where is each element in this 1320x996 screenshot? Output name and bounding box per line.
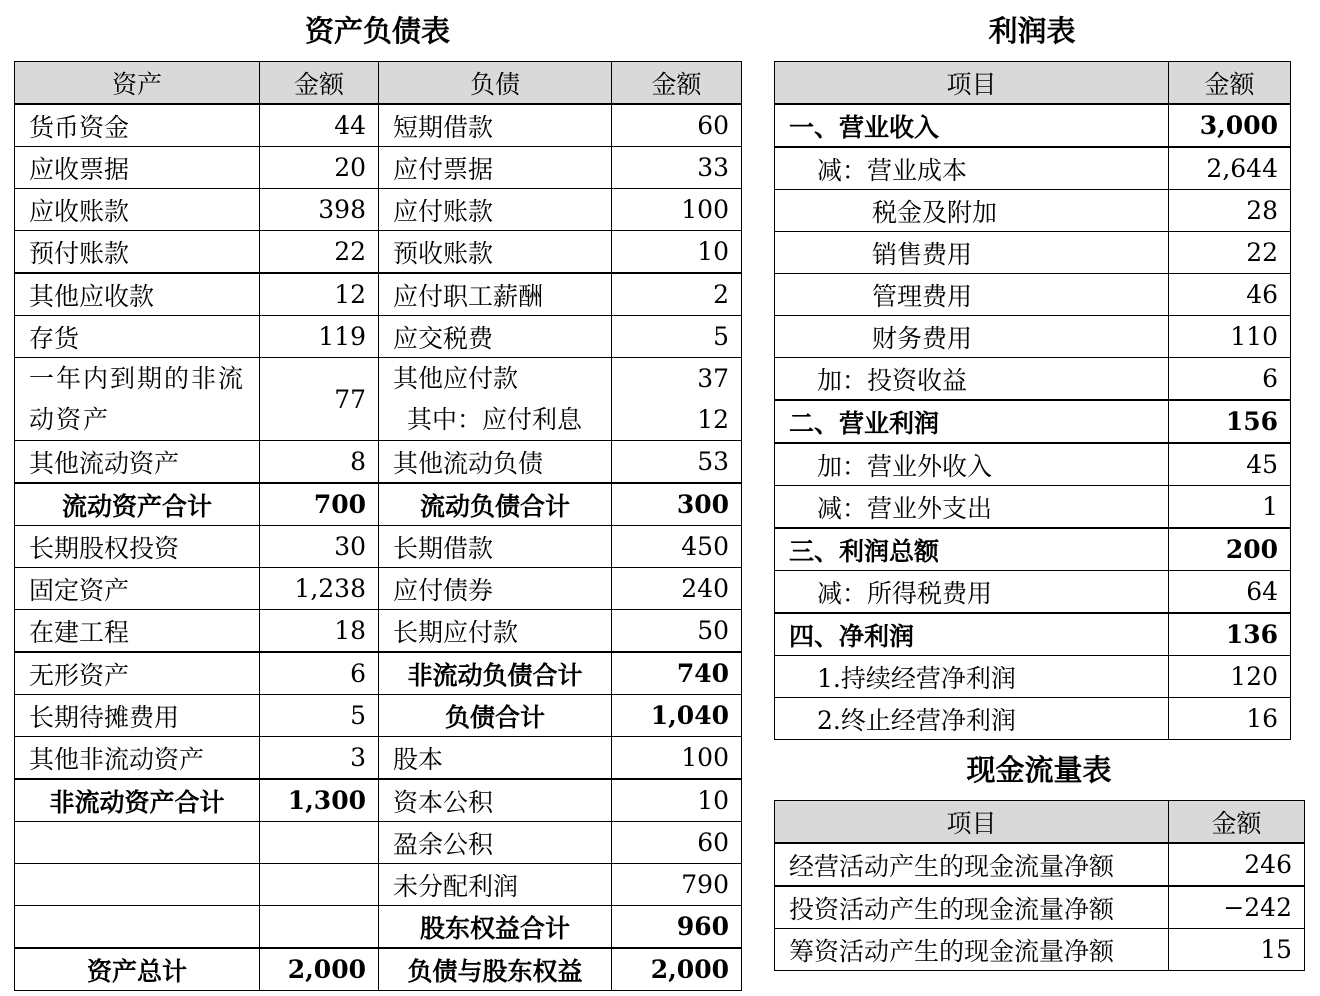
table-row xyxy=(775,190,1291,232)
liability-amount: 300 xyxy=(612,483,742,526)
item-label: 2.终止经营净利润 xyxy=(775,698,1169,740)
liability-label: 负债与股东权益 xyxy=(379,948,612,991)
liability-amount: 960 xyxy=(612,906,742,949)
asset-amount: 8 xyxy=(260,441,379,484)
liability-label: 预收账款 xyxy=(379,231,612,274)
item-amount: 22 xyxy=(1169,232,1291,274)
item-amount: 45 xyxy=(1169,443,1291,486)
liability-amount: 5 xyxy=(612,316,742,358)
table-row xyxy=(15,737,742,780)
table-row xyxy=(15,695,742,737)
asset-amount: 5 xyxy=(260,695,379,737)
income-statement-header xyxy=(775,62,1291,105)
asset-label: 应收票据 xyxy=(15,147,260,189)
table-row xyxy=(15,358,742,441)
table-row xyxy=(15,652,742,695)
table-row xyxy=(15,864,742,906)
table-row xyxy=(775,316,1291,358)
liability-amount: 100 xyxy=(612,737,742,780)
liability-label xyxy=(379,358,612,441)
asset-amount: 2,000 xyxy=(260,948,379,991)
item-label: 减：营业成本 xyxy=(775,147,1169,190)
header-amount: 金额 xyxy=(1169,801,1305,844)
cash-flow-title: 现金流量表 xyxy=(966,753,1112,787)
asset-label: 其他应收款 xyxy=(15,273,260,316)
item-amount: 6 xyxy=(1169,358,1291,401)
asset-amount: 20 xyxy=(260,147,379,189)
item-label: 二、营业利润 xyxy=(775,400,1169,443)
asset-label: 预付账款 xyxy=(15,231,260,274)
asset-label: 长期待摊费用 xyxy=(15,695,260,737)
liability-label: 应付票据 xyxy=(379,147,612,189)
item-amount: 28 xyxy=(1169,190,1291,232)
liability-label: 其他流动负债 xyxy=(379,441,612,484)
item-amount: 1 xyxy=(1169,486,1291,529)
item-label: 加：投资收益 xyxy=(775,358,1169,401)
asset-label: 长期股权投资 xyxy=(15,526,260,568)
header-amount: 金额 xyxy=(1169,62,1291,105)
item-amount: 246 xyxy=(1169,843,1305,886)
table-row xyxy=(15,906,742,949)
liability-label: 流动负债合计 xyxy=(379,483,612,526)
liability-amount: 2 xyxy=(612,273,742,316)
table-row xyxy=(775,613,1291,656)
table-row xyxy=(775,358,1291,401)
asset-label xyxy=(15,864,260,906)
liability-label: 负债合计 xyxy=(379,695,612,737)
item-label: 一、营业收入 xyxy=(775,104,1169,147)
table-row xyxy=(15,483,742,526)
liability-label: 应交税费 xyxy=(379,316,612,358)
income-statement-table xyxy=(774,61,1291,740)
asset-amount: 22 xyxy=(260,231,379,274)
asset-amount: 119 xyxy=(260,316,379,358)
liability-label: 股东权益合计 xyxy=(379,906,612,949)
item-amount: −242 xyxy=(1169,886,1305,929)
asset-label: 流动资产合计 xyxy=(15,483,260,526)
item-amount: 3,000 xyxy=(1169,104,1291,147)
liability-amount: 240 xyxy=(612,568,742,610)
item-amount: 110 xyxy=(1169,316,1291,358)
table-row xyxy=(775,571,1291,614)
table-row xyxy=(15,568,742,610)
table-row xyxy=(15,104,742,147)
liability-amount: 60 xyxy=(612,104,742,147)
table-row xyxy=(15,441,742,484)
asset-label xyxy=(15,906,260,949)
item-label: 管理费用 xyxy=(775,274,1169,316)
asset-amount: 1,300 xyxy=(260,779,379,822)
liability-amount: 450 xyxy=(612,526,742,568)
liability-label: 股本 xyxy=(379,737,612,780)
asset-amount: 30 xyxy=(260,526,379,568)
asset-amount: 1,238 xyxy=(260,568,379,610)
table-row xyxy=(15,147,742,189)
item-amount: 200 xyxy=(1169,528,1291,571)
asset-label xyxy=(15,822,260,864)
liability-label: 资本公积 xyxy=(379,779,612,822)
liability-amount: 53 xyxy=(612,441,742,484)
liability-amount: 10 xyxy=(612,779,742,822)
asset-label: 其他非流动资产 xyxy=(15,737,260,780)
item-amount: 16 xyxy=(1169,698,1291,740)
liability-amount: 100 xyxy=(612,189,742,231)
item-amount: 64 xyxy=(1169,571,1291,614)
table-row xyxy=(775,274,1291,316)
table-row xyxy=(775,886,1305,929)
header-item: 项目 xyxy=(775,62,1169,105)
asset-amount: 6 xyxy=(260,652,379,695)
item-label: 减：所得税费用 xyxy=(775,571,1169,614)
asset-label: 应收账款 xyxy=(15,189,260,231)
table-row xyxy=(15,316,742,358)
table-row xyxy=(15,273,742,316)
header-item: 项目 xyxy=(775,801,1169,844)
liability-amount: 33 xyxy=(612,147,742,189)
header-assets: 资产 xyxy=(15,62,260,105)
item-amount: 120 xyxy=(1169,656,1291,698)
table-row xyxy=(15,526,742,568)
asset-label: 固定资产 xyxy=(15,568,260,610)
item-label: 四、净利润 xyxy=(775,613,1169,656)
table-row xyxy=(775,698,1291,740)
header-liabilities: 负债 xyxy=(379,62,612,105)
asset-label: 其他流动资产 xyxy=(15,441,260,484)
table-row xyxy=(775,104,1291,147)
item-amount: 2,644 xyxy=(1169,147,1291,190)
item-label: 销售费用 xyxy=(775,232,1169,274)
table-row xyxy=(15,948,742,991)
cash-flow-header xyxy=(775,801,1305,844)
item-label: 加：营业外收入 xyxy=(775,443,1169,486)
liability-label: 长期借款 xyxy=(379,526,612,568)
table-row xyxy=(15,189,742,231)
item-label: 财务费用 xyxy=(775,316,1169,358)
item-label: 1.持续经营净利润 xyxy=(775,656,1169,698)
item-amount: 46 xyxy=(1169,274,1291,316)
liability-amount: 1,040 xyxy=(612,695,742,737)
liability-amount: 790 xyxy=(612,864,742,906)
table-row xyxy=(15,231,742,274)
other-payables-amount: 37 xyxy=(697,364,729,393)
asset-amount: 700 xyxy=(260,483,379,526)
asset-label: 在建工程 xyxy=(15,610,260,653)
asset-label: 存货 xyxy=(15,316,260,358)
table-row xyxy=(15,779,742,822)
asset-label: 资产总计 xyxy=(15,948,260,991)
item-amount: 136 xyxy=(1169,613,1291,656)
liability-amount: 740 xyxy=(612,652,742,695)
asset-amount xyxy=(260,906,379,949)
liability-amount: 2,000 xyxy=(612,948,742,991)
table-row xyxy=(775,843,1305,886)
liability-amount xyxy=(612,358,742,441)
table-row xyxy=(775,400,1291,443)
asset-amount: 44 xyxy=(260,104,379,147)
item-label: 三、利润总额 xyxy=(775,528,1169,571)
liability-label: 非流动负债合计 xyxy=(379,652,612,695)
asset-label: 无形资产 xyxy=(15,652,260,695)
liability-label: 未分配利润 xyxy=(379,864,612,906)
table-row xyxy=(775,147,1291,190)
table-row xyxy=(775,528,1291,571)
item-amount: 15 xyxy=(1169,929,1305,971)
liability-label: 短期借款 xyxy=(379,104,612,147)
item-label: 减：营业外支出 xyxy=(775,486,1169,529)
balance-sheet-header xyxy=(15,62,742,105)
cash-flow-table xyxy=(774,800,1305,971)
interest-payable-label: 其中：应付利息 xyxy=(407,405,583,434)
liability-amount: 50 xyxy=(612,610,742,653)
table-row xyxy=(15,610,742,653)
asset-label: 一年内到期的非流动资产 xyxy=(15,358,260,441)
table-row xyxy=(775,443,1291,486)
table-row xyxy=(15,822,742,864)
other-payables-label: 其他应付款 xyxy=(393,364,519,393)
asset-amount xyxy=(260,864,379,906)
liability-label: 应付债券 xyxy=(379,568,612,610)
asset-amount: 12 xyxy=(260,273,379,316)
item-label: 税金及附加 xyxy=(775,190,1169,232)
liability-label: 应付账款 xyxy=(379,189,612,231)
table-row xyxy=(775,486,1291,529)
item-label: 经营活动产生的现金流量净额 xyxy=(775,843,1169,886)
liability-label: 应付职工薪酬 xyxy=(379,273,612,316)
income-statement-title: 利润表 xyxy=(988,14,1076,48)
interest-payable-amount: 12 xyxy=(697,405,729,434)
asset-label: 非流动资产合计 xyxy=(15,779,260,822)
asset-amount: 18 xyxy=(260,610,379,653)
liability-label: 盈余公积 xyxy=(379,822,612,864)
asset-label: 货币资金 xyxy=(15,104,260,147)
asset-amount: 77 xyxy=(260,358,379,441)
table-row xyxy=(775,929,1305,971)
table-row xyxy=(775,232,1291,274)
header-asset-amount: 金额 xyxy=(260,62,379,105)
liability-amount: 10 xyxy=(612,231,742,274)
item-amount: 156 xyxy=(1169,400,1291,443)
asset-amount: 3 xyxy=(260,737,379,780)
header-liability-amount: 金额 xyxy=(612,62,742,105)
asset-amount: 398 xyxy=(260,189,379,231)
item-label: 投资活动产生的现金流量净额 xyxy=(775,886,1169,929)
balance-sheet-table xyxy=(14,61,742,991)
item-label: 筹资活动产生的现金流量净额 xyxy=(775,929,1169,971)
table-row xyxy=(775,656,1291,698)
balance-sheet-title: 资产负债表 xyxy=(304,14,450,48)
asset-amount xyxy=(260,822,379,864)
liability-label: 长期应付款 xyxy=(379,610,612,653)
liability-amount: 60 xyxy=(612,822,742,864)
